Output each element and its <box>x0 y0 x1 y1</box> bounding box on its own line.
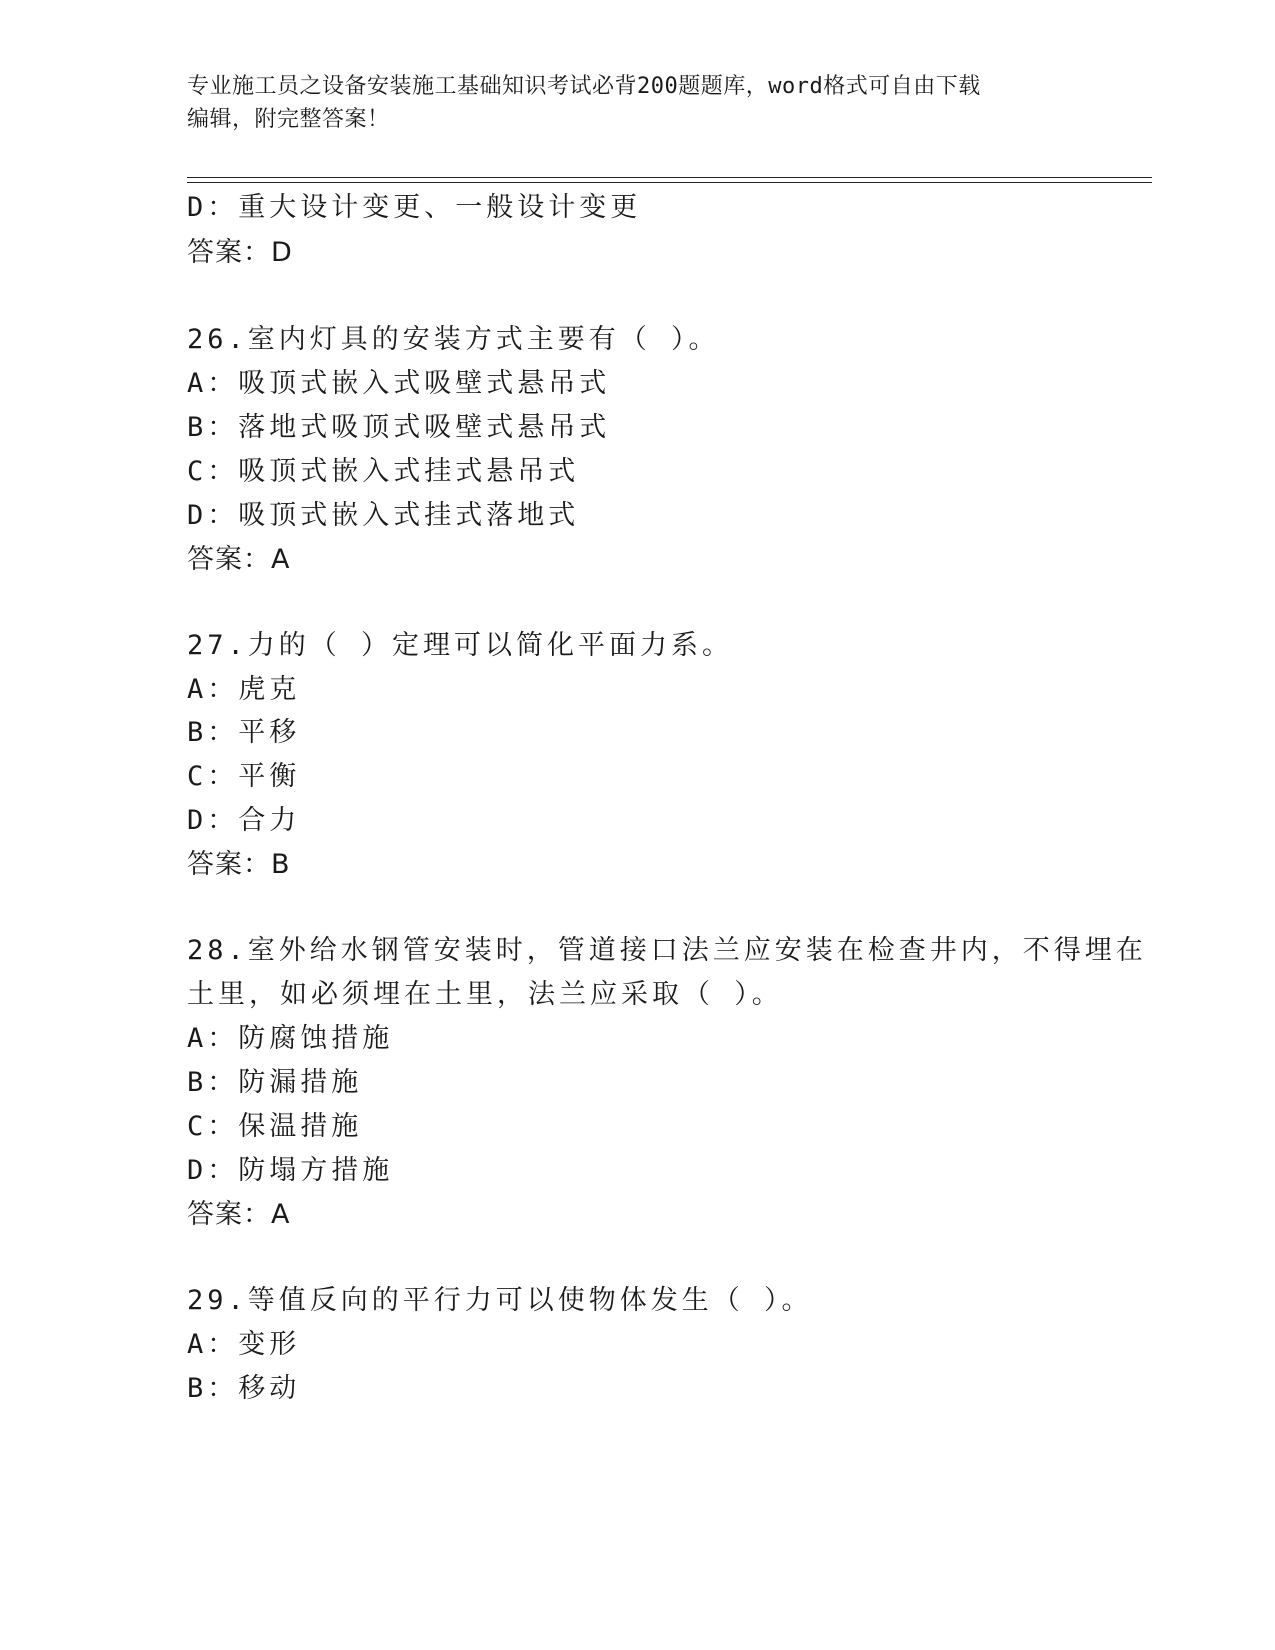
header-divider-top <box>187 177 1152 178</box>
q28-option-d: D：防塌方措施 <box>187 1155 394 1186</box>
q28-answer: 答案：A <box>187 1199 291 1230</box>
q29-option-b: B：移动 <box>187 1373 301 1404</box>
q27-stem: 27.力的（ ）定理可以简化平面力系。 <box>187 630 734 661</box>
q27-option-d: D：合力 <box>187 805 301 836</box>
q28-option-b: B：防漏措施 <box>187 1067 363 1098</box>
document-header <box>187 70 1067 136</box>
q26-option-a: A：吸顶式嵌入式吸壁式悬吊式 <box>187 368 611 399</box>
q27-answer: 答案：B <box>187 849 291 880</box>
header-line-2: 编辑，附完整答案！ <box>187 107 390 132</box>
prev-option-d: D：重大设计变更、一般设计变更 <box>187 192 642 223</box>
q26-answer: 答案：A <box>187 544 291 575</box>
q28-stem-line-1: 28.室外给水钢管安装时，管道接口法兰应安装在检查井内，不得埋在 <box>187 935 1147 966</box>
q29-option-a: A：变形 <box>187 1329 301 1360</box>
q26-option-b: B：落地式吸顶式吸壁式悬吊式 <box>187 412 611 443</box>
q28-option-a: A：防腐蚀措施 <box>187 1023 394 1054</box>
q27-option-a: A：虎克 <box>187 674 301 705</box>
prev-answer: 答案：D <box>187 237 293 268</box>
header-divider-bottom <box>187 182 1152 183</box>
q26-stem: 26.室内灯具的安装方式主要有（ ）。 <box>187 324 720 355</box>
q27-option-b: B：平移 <box>187 717 301 748</box>
q26-option-d: D：吸顶式嵌入式挂式落地式 <box>187 500 580 531</box>
q28-option-c: C：保温措施 <box>187 1111 363 1142</box>
q26-option-c: C：吸顶式嵌入式挂式悬吊式 <box>187 456 580 487</box>
q28-stem-line-2: 土里，如必须埋在土里，法兰应采取（ ）。 <box>187 979 783 1010</box>
q29-stem: 29.等值反向的平行力可以使物体发生（ ）。 <box>187 1285 813 1316</box>
header-line-1: 专业施工员之设备安装施工基础知识考试必背200题题库，word格式可自由下载 <box>187 74 981 99</box>
q27-option-c: C：平衡 <box>187 761 301 792</box>
